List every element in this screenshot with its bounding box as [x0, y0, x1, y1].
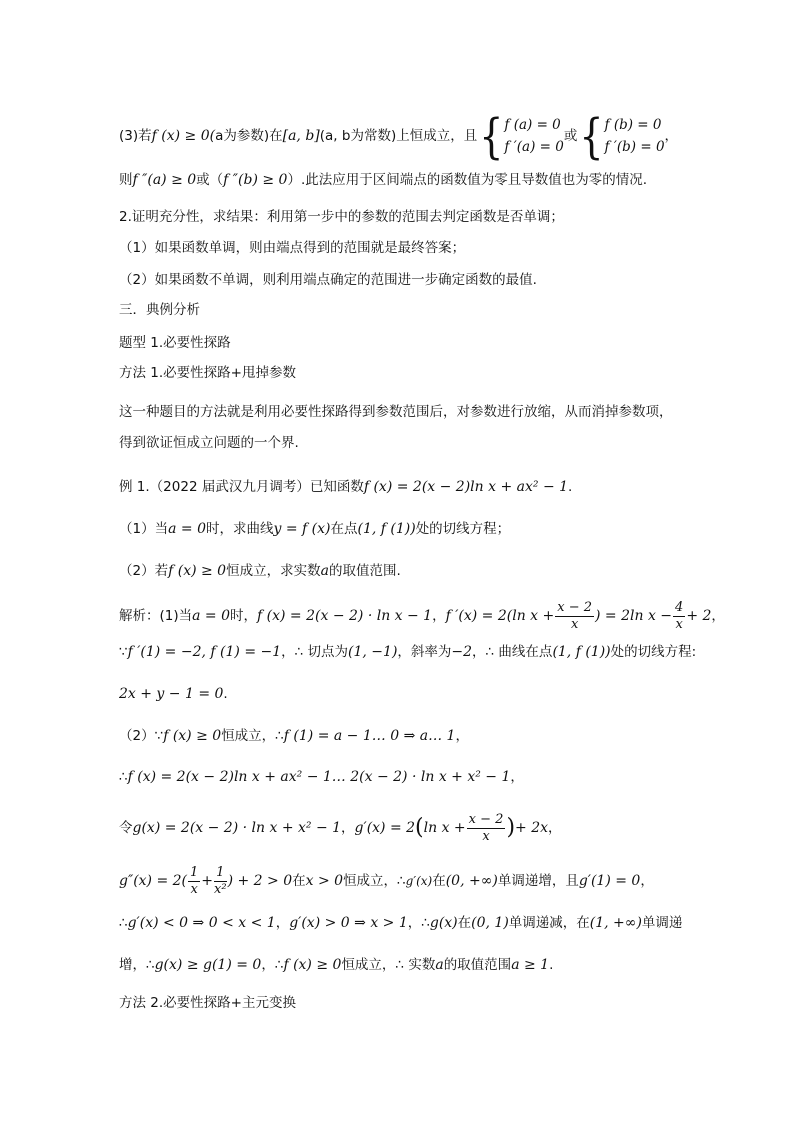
second-derivative-line: 则f ″(a) ≥ 0或（f ″(b) ≥ 0）.此法应用于区间端点的函数值为零且导数值也为零的情况. [119, 172, 648, 188]
left-paren: ( [415, 815, 424, 840]
condition-line-3: (3)若f (x) ≥ 0(a为参数)在[a, b](a, b为常数)上恒成立，且{ f (a) = 0 f ′(a) = 0 或{ f (b) = 0 f ′(b) = 0 ， [119, 108, 679, 164]
part-2-line-5: ∴g′(x) < 0 ⇒ 0 < x < 1，g′(x) > 0 ⇒ x > 1，∴g(x)在(0, 1)单调递减，在(1, +∞)单调递 [119, 915, 683, 931]
example-1-part-2: （2）若f (x) ≥ 0恒成立，求实数a的取值范围. [119, 563, 401, 579]
fraction: $\frac{x - 2}{x}$ [557, 599, 593, 632]
left-brace: { [479, 108, 504, 164]
method-description-2: 得到欲证恒成立问题的一个界. [119, 435, 299, 451]
part-2-line-6: 增，∴g(x) ≥ g(1) = 0，∴f (x) ≥ 0恒成立，∴ 实数a的取值范围a ≥ 1. [119, 957, 554, 973]
fraction: $\frac{1}{x}$ [190, 864, 199, 897]
method-heading-1: 方法 1.必要性探路+甩掉参数 [119, 365, 296, 381]
right-paren: ) [506, 815, 516, 840]
section-heading: 三．典例分析 [119, 302, 200, 318]
system-b: f (b) = 0 f ′(b) = 0 [604, 117, 665, 155]
system-a: f (a) = 0 f ′(a) = 0 [504, 117, 564, 155]
solution-line-1: 解析：(1)当a = 0时，f (x) = 2(x − 2) · ln x − 1，f ′(x) = 2(ln x + $\frac{x - 2}{x}$ ) = 2ln x − $\frac{4}{x}$ + 2， [119, 599, 725, 632]
example-1-part-1: （1）当a = 0时，求曲线y = f (x)在点(1, f (1))处的切线方程； [119, 521, 511, 537]
case-not-monotone: （2）如果函数不单调，则利用端点确定的范围进一步确定函数的最值. [119, 272, 537, 288]
left-brace: { [579, 108, 604, 164]
part-2-line-3: 令g(x) = 2(x − 2) · ln x + x² − 1，g′(x) = 2(ln x + $\frac{x - 2}{x}$ )+ 2x， [119, 811, 562, 844]
fraction: $\frac{1}{\text{x²}}$ [214, 864, 227, 897]
method-description-1: 这一种题目的方法就是利用必要性探路得到参数范围后，对参数进行放缩，从而消掉参数项， [119, 404, 673, 420]
part-2-line-4: g″(x) = 2( $\frac{1}{x}$ + $\frac{1}{\text{x²}}$ ) + 2 > 0在x > 0恒成立，∴g′(x)在(0, +∞)单调递增，且g′(1) = 0， [119, 864, 654, 897]
example-1-statement: 例 1.（2022 届武汉九月调考）已知函数f (x) = 2(x − 2)ln x + ax² − 1. [119, 479, 573, 495]
part-2-line-2: ∴f (x) = 2(x − 2)ln x + ax² − 1… 2(x − 2) · ln x + x² − 1， [119, 769, 524, 785]
part-2-line-1: （2）∵f (x) ≥ 0恒成立，∴f (1) = a − 1… 0 ⇒ a… 1， [119, 728, 469, 744]
sufficiency-step: 2.证明充分性，求结果：利用第一步中的参数的范围去判定函数是否单调； [119, 209, 564, 225]
tangent-line-equation: 2x + y − 1 = 0. [119, 686, 228, 702]
fraction: $\frac{x - 2}{x}$ [468, 811, 504, 844]
method-heading-2: 方法 2.必要性探路+主元变换 [119, 995, 296, 1011]
type-heading: 题型 1.必要性探路 [119, 335, 231, 351]
fraction: $\frac{4}{x}$ [675, 599, 684, 632]
case-monotone: （1）如果函数单调，则由端点得到的范围就是最终答案； [119, 240, 466, 256]
solution-line-2: ∵f ′(1) = −2, f (1) = −1，∴ 切点为(1, −1)，斜率为−2，∴ 曲线在点(1, f (1))处的切线方程: [119, 644, 697, 660]
